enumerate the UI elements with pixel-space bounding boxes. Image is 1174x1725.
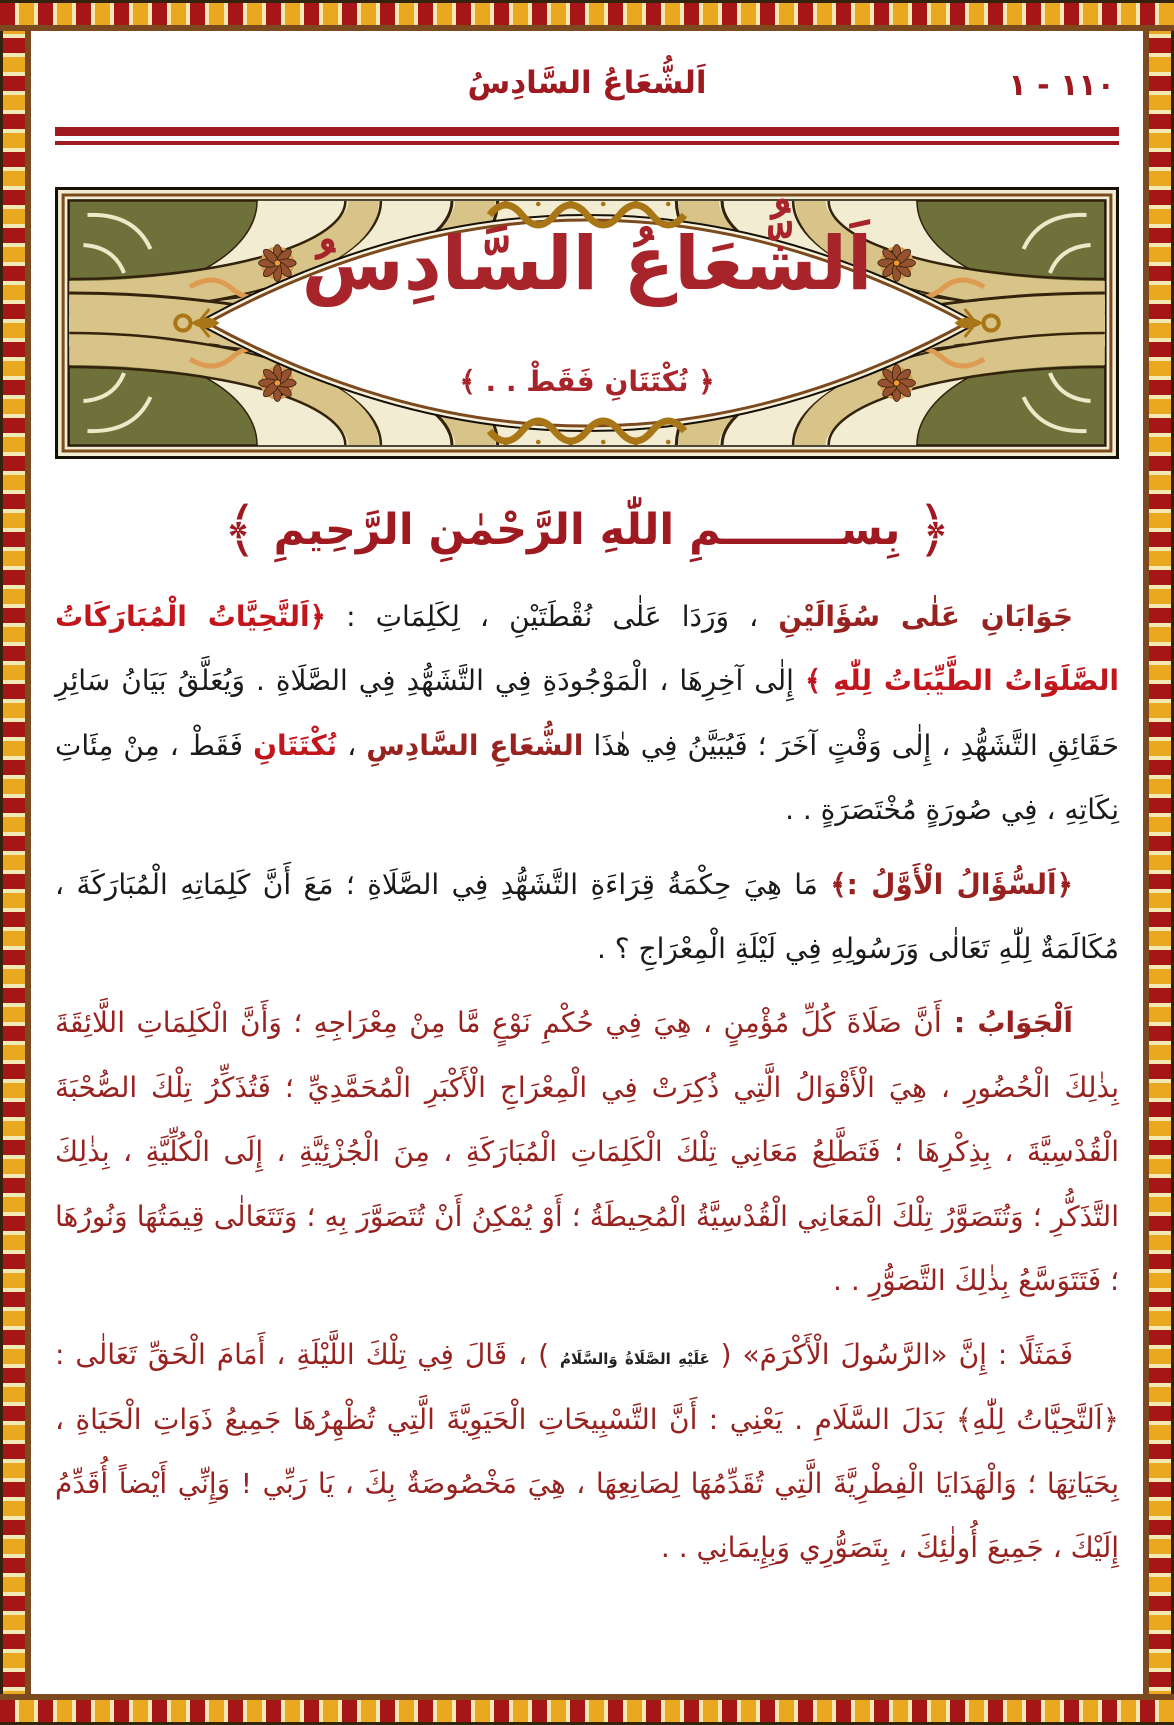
- text-segment: فَمَثَلًا : إِنَّ «الرَّسُولَ الْأَكْرَمَ» (: [709, 1338, 1074, 1372]
- headpiece-title: اَلشُّعَاعُ السَّادِسُ: [301, 221, 873, 307]
- salawat-stamp: عَلَيْهِ الصَّلَاةُ وَالسَّلَامُ: [560, 1350, 710, 1369]
- page-number: ١١٠ - ١: [1008, 68, 1115, 103]
- frame-border-top: [0, 0, 1174, 31]
- text-segment: فَقَطْ ، مِنْ مِئَاتِ نِكَاتِهِ ، فِي صُورَةٍ مُخْتَصَرَةٍ . .: [55, 728, 1119, 827]
- basmala-open-bracket-icon: ﴿: [916, 495, 952, 565]
- running-header: [55, 65, 1119, 115]
- paragraph-first-question: [55, 853, 1119, 982]
- section-heading: ﴿اَلسُّؤَالُ الْأَوَّلُ :﴾: [830, 867, 1074, 901]
- text-segment: الشُّعَاعِ السَّادِسِ: [366, 728, 584, 762]
- headpiece-subtitle: ﴿ نُكْتَتَانِ فَقَطْ . . ﴾: [459, 365, 715, 398]
- basmala-close-bracket-icon: ﴾: [222, 495, 258, 565]
- paragraph-example: [55, 1323, 1119, 1581]
- basmala-text: بِســــــــمِ اللّٰهِ الرَّحْمٰنِ الرَّحِيمِ: [273, 505, 901, 555]
- basmala: [55, 481, 1119, 579]
- text-segment: إِلٰى آخِرِهَا ، الْمَوْجُودَةِ فِي التَّشَهُّدِ فِي الصَّلَاةِ . وَيُعَلَّقُ بَيَانُ سَائِرِ حَقَائِقِ التَّشَهُّدِ ، إِلٰى وَقْتٍ آخَرَ ؛ فَيُبَيَّنُ فِي هٰذَا: [55, 664, 1120, 762]
- illuminated-headpiece: [55, 187, 1119, 459]
- frame-border-right: [1143, 0, 1174, 1725]
- section-heading: اَلْجَوَابُ :: [941, 1006, 1074, 1040]
- divider-thin-rule: [55, 141, 1119, 145]
- text-segment: أَنَّ صَلَاةَ كُلِّ مُؤْمِنٍ ، هِيَ فِي حُكْمِ نَوْعٍ مَّا مِنْ مِعْرَاجِهِ ؛ وَأَنَّ الْكَلِمَاتِ اللَّائِقَةَ بِذٰلِكَ الْحُضُورِ ، هِيَ الْأَقْوَالُ الَّتِي ذُكِرَتْ فِي الْمِعْرَاجِ الْأَكْبَرِ الْمُحَمَّدِيِّ ؛ فَتُذَكِّرُ تِلْكَ الصُّحْبَةَ الْقُدْسِيَّةَ ، بِذِكْرِهَا ؛ فَتَطَّلِعُ مَعَانِي تِلْكَ الْكَلِمَاتِ الْمُبَارَكَةِ ، مِنَ الْجُزْئِيَّةِ ، إِلَى الْكُلِّيَّةِ ، بِذٰلِكَ التَّذَكُّرِ ؛ وَتُتَصَوَّرُ تِلْكَ الْمَعَانِي الْقُدْسِيَّةُ الْمُحِيطَةُ ؛ أَوْ يُمْكِنُ أَنْ تُتَصَوَّرَ بِهِ ؛ وَتَتَعَالٰى قِيمَتُهَا وَنُورُهَا ؛ فَتَتَوَسَّعُ بِذٰلِكَ التَّصَوُّرِ . .: [55, 1006, 1119, 1297]
- text-segment: جَوَابَانِ عَلٰى سُؤَالَيْنِ: [778, 600, 1073, 633]
- header-title: اَلشُّعَاعُ السَّادِسُ: [467, 65, 707, 101]
- text-segment: ، وَرَدَا عَلٰى نُقْطَتَيْنِ ، لِكَلِمَاتِ :: [326, 600, 779, 633]
- text-segment: ،: [337, 728, 367, 762]
- body-text: [55, 585, 1119, 1581]
- paragraph-intro: [55, 585, 1119, 843]
- page-content: [31, 31, 1143, 1694]
- paragraph-answer: [55, 991, 1119, 1313]
- frame-border-left: [0, 0, 31, 1725]
- quran-quote: ﴿اَلتَّحِيَّاتُ الْمُبَارَكَاتُ الصَّلَوَاتُ الطَّيِّبَاتُ لِلّٰهِ ﴾: [55, 600, 1119, 698]
- text-segment: نُكْتَتَانِ: [253, 728, 338, 762]
- text-segment: ) ، قَالَ فِي تِلْكَ اللَّيْلَةِ ، أَمَامَ الْحَقِّ تَعَالٰى : ﴿اَلتَّحِيَّاتُ لِلّٰهِ﴾ بَدَلَ السَّلَامِ . يَعْنِي : أَنَّ التَّسْبِيحَاتِ الْحَيَوِيَّةَ الَّتِي تُظْهِرُهَا جَمِيعُ ذَوَاتِ الْحَيَاةِ ، بِحَيَاتِهَا ؛ وَالْهَدَايَا الْفِطْرِيَّةَ الَّتِي تُقَدِّمُهَا لِصَانِعِهَا ، هِيَ مَخْصُوصَةٌ بِكَ ، يَا رَبِّي ! وَإِنِّي أَيْضاً أُقَدِّمُ إِلَيْكَ ، جَمِيعَ أُولٰئِكَ ، بِتَصَوُّرِي وَبِإِيمَانِي . .: [55, 1338, 1119, 1565]
- header-divider: [55, 127, 1119, 145]
- text-segment: مَا هِيَ حِكْمَةُ قِرَاءَةِ التَّشَهُّدِ فِي الصَّلَاةِ ؛ مَعَ أَنَّ كَلِمَاتِهِ الْمُبَارَكَةَ ، مُكَالَمَةٌ لِلّٰهِ تَعَالٰى وَرَسُولِهِ فِي لَيْلَةِ الْمِعْرَاجِ ؟ .: [55, 867, 1119, 965]
- divider-thick-rule: [55, 127, 1119, 136]
- frame-border-bottom: [0, 1694, 1174, 1725]
